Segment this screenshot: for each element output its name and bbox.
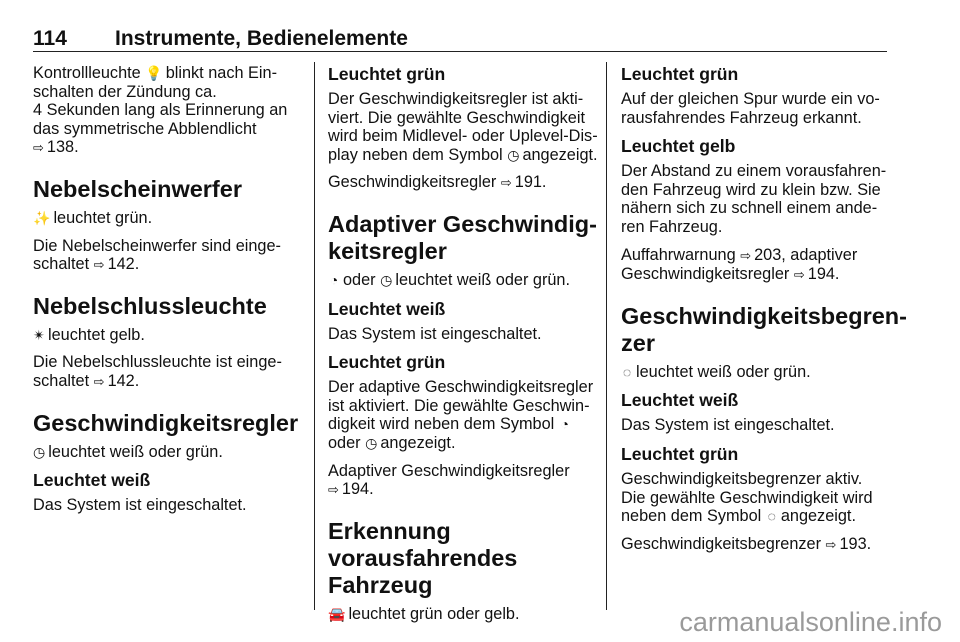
- section-heading-vehicle-detection: Erkennung vorausfahrendes Fahrzeug: [328, 517, 518, 598]
- section-heading-speed-limiter: Geschwindigkeitsbegren- zer: [621, 302, 907, 356]
- fog-front-icon: ✨: [33, 209, 51, 226]
- fog-rear-desc: Die Nebelschlussleuchte ist einge- schaltet ⇨ 142.: [33, 353, 282, 390]
- subheading-green: Leuchtet grün: [621, 443, 739, 464]
- column-3: [621, 64, 907, 563]
- page-number: 114: [33, 27, 67, 50]
- detection-status: 🚘 leuchtet grün oder gelb.: [328, 604, 520, 623]
- intro-paragraph: Kontrollleuchte 💡 blinkt nach Ein- schalten der Zündung ca. 4 Sekunden lang als Erinnerung an das symmetrische Abblendlicht ⇨ 138.: [33, 64, 288, 157]
- chapter-title: Instrumente, Bedienelemente: [115, 27, 408, 50]
- subheading-green: Leuchtet grün: [328, 64, 446, 84]
- detection-reference: Auffahrwarnung ⇨ 203, adaptiver Geschwindigkeitsregler ⇨ 194.: [621, 245, 858, 284]
- subheading-green: Leuchtet grün: [328, 352, 446, 373]
- page-reference-link[interactable]: 138.: [46, 138, 79, 157]
- reference-arrow-icon: ⇨: [93, 373, 105, 389]
- cruise-reference: Geschwindigkeitsregler ⇨ 191.: [328, 173, 547, 192]
- speed-limiter-icon: ◌: [622, 363, 632, 380]
- fog-front-desc: Die Nebelscheinwerfer sind einge- schaltet ⇨ 142.: [33, 236, 281, 274]
- subheading-white: Leuchtet weiß: [33, 470, 151, 491]
- cruise-control-icon: ◷: [507, 146, 520, 163]
- watermark: carmanualsonline.info: [679, 607, 942, 637]
- cruise-status: ◷ leuchtet weiß oder grün.: [33, 442, 223, 461]
- reference-arrow-icon: ⇨: [740, 247, 752, 263]
- section-heading-adaptive-cruise: Adaptiver Geschwindig- keitsregler: [328, 210, 597, 264]
- subheading-yellow: Leuchtet gelb: [621, 136, 736, 157]
- column-divider: [606, 62, 607, 610]
- subheading-green: Leuchtet grün: [621, 64, 739, 84]
- limiter-green-text: Geschwindigkeitsbegrenzer aktiv. Die gewählte Geschwindigkeit wird neben dem Symbol ◌ angezeigt.: [621, 469, 873, 526]
- adaptive-reference: Adaptiver Geschwindigkeitsregler ⇨ 194.: [328, 461, 570, 499]
- cruise-green-text: Der Geschwindigkeitsregler ist akti- viert. Die gewählte Geschwindigkeit wird beim Midlevel- oder Uplevel-Dis- play neben dem Symbol ◷ angezeigt.: [328, 90, 598, 164]
- cruise-control-icon: ◷: [33, 443, 46, 460]
- adaptive-green-text: Der adaptive Geschwindigkeitsregler ist aktiviert. Die gewählte Geschwin- digkeit wird neben dem Symbol ◔ oder ◷ angezeigt.: [328, 378, 594, 452]
- detection-yellow-text: Der Abstand zu einem vorausfahren- den Fahrzeug wird zu klein bzw. Sie nähern sich zu schnell einem ande- ren Fahrzeug.: [621, 162, 887, 236]
- page-reference-link[interactable]: 142.: [107, 371, 140, 390]
- limiter-white-text: Das System ist eingeschaltet.: [621, 416, 835, 435]
- subheading-white: Leuchtet weiß: [621, 390, 739, 411]
- reference-arrow-icon: ⇨: [825, 536, 837, 552]
- section-heading-cruise: Geschwindigkeitsregler: [33, 409, 299, 436]
- page-reference-link[interactable]: 142.: [107, 255, 140, 274]
- fog-rear-icon: ✴: [33, 326, 45, 343]
- reference-arrow-icon: ⇨: [93, 257, 105, 273]
- reference-arrow-icon: ⇨: [328, 482, 339, 498]
- adaptive-status: ◔ oder ◷ leuchtet weiß oder grün.: [329, 270, 571, 289]
- page-header: [33, 27, 887, 51]
- limiter-status: ◌ leuchtet weiß oder grün.: [622, 362, 811, 381]
- page-reference-link[interactable]: 194.: [341, 480, 374, 499]
- adaptive-white-text: Das System ist eingeschaltet.: [328, 324, 542, 343]
- cruise-control-icon: ◷: [380, 271, 393, 288]
- section-heading-fog-front: Nebelscheinwerfer: [33, 175, 242, 202]
- section-heading-fog-rear: Nebelschlussleuchte: [33, 292, 267, 319]
- cruise-control-icon: ◷: [365, 434, 378, 451]
- detection-green-text: Auf der gleichen Spur wurde ein vo- rausfahrendes Fahrzeug erkannt.: [621, 90, 880, 127]
- limiter-reference: Geschwindigkeitsbegrenzer ⇨ 193.: [621, 534, 872, 553]
- fog-rear-status: ✴ leuchtet gelb.: [33, 325, 145, 344]
- reference-arrow-icon: ⇨: [33, 140, 44, 156]
- speed-limiter-icon: ◌: [767, 508, 776, 525]
- page-reference-link[interactable]: 203, adaptiver: [754, 245, 858, 264]
- reference-arrow-icon: ⇨: [500, 175, 512, 191]
- page-reference-link[interactable]: 191.: [514, 173, 547, 192]
- subheading-white: Leuchtet weiß: [328, 298, 446, 319]
- auto-light-icon: 💡: [145, 65, 163, 81]
- adaptive-cruise-icon: ◔: [329, 271, 339, 288]
- adaptive-cruise-icon: ◔: [560, 416, 570, 433]
- column-2: [328, 64, 598, 632]
- reference-arrow-icon: ⇨: [793, 267, 805, 283]
- fog-front-status: ✨ leuchtet grün.: [33, 208, 153, 227]
- column-divider: [314, 62, 315, 610]
- cruise-white-text: Das System ist eingeschaltet.: [33, 496, 247, 515]
- page-reference-link[interactable]: 194.: [807, 265, 840, 284]
- page-reference-link[interactable]: 193.: [839, 534, 872, 553]
- column-1: [33, 64, 305, 524]
- header-rule: [33, 51, 887, 52]
- vehicle-ahead-icon: 🚘: [328, 605, 346, 622]
